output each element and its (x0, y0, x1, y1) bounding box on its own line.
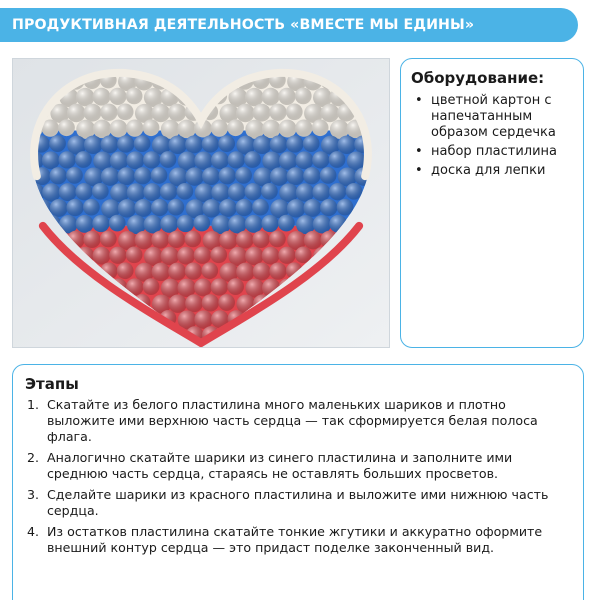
equipment-item-text: набор пластилина (431, 144, 557, 159)
plasticine-ball-shade (261, 215, 278, 232)
plasticine-ball-shade (126, 119, 143, 136)
plasticine-ball-shade (93, 88, 111, 106)
list-item (411, 163, 573, 179)
plasticine-ball-shade (160, 183, 177, 200)
plasticine-ball-shade (168, 104, 186, 122)
plasticine-ball-shade (161, 247, 180, 265)
plasticine-ball-shade (262, 88, 280, 106)
step-number: 3. (27, 487, 40, 502)
plasticine-ball-shade (312, 183, 330, 201)
page-title: ПРОДУКТИВНАЯ ДЕЯТЕЛЬНОСТЬ «ВМЕСТЕ МЫ ЕДИНЫ» (12, 17, 475, 33)
list-item (411, 144, 573, 160)
plasticine-ball-shade (49, 135, 66, 152)
equipment-title: Оборудование: (411, 69, 545, 87)
plasticine-ball-shade (143, 151, 160, 168)
plasticine-ball-shade (193, 215, 210, 232)
plasticine-ball-shade (227, 119, 244, 136)
plasticine-ball-shade (236, 263, 255, 281)
bullet: • (415, 93, 423, 108)
list-item (25, 487, 571, 519)
plasticine-ball-shade (252, 199, 269, 216)
plasticine-ball-shade (313, 215, 332, 233)
plasticine-ball-shade (211, 119, 228, 136)
list-item (411, 93, 573, 141)
plasticine-ball-shade (100, 104, 117, 121)
plasticine-ball-shade (262, 247, 280, 265)
equipment-panel (400, 58, 584, 348)
plasticine-ball-shade (184, 231, 201, 248)
plasticine-ball-shade (83, 231, 100, 248)
plasticine-ball-shade (278, 215, 295, 232)
step-text: Сделайте шарики из красного пластилина и выложите ими нижнюю часть сердца. (47, 487, 549, 518)
plasticine-ball-shade (235, 167, 252, 184)
plasticine-ball-shade (202, 199, 221, 217)
plasticine-ball-shade (84, 104, 102, 122)
step-number: 2. (27, 450, 40, 465)
plasticine-ball-shade (278, 247, 295, 264)
plasticine-ball-shade (262, 120, 281, 138)
plasticine-ball-shade (338, 136, 357, 154)
plasticine-ball-shade (253, 263, 271, 281)
plasticine-ball-shade (202, 294, 219, 311)
plasticine-ball-shade (50, 167, 67, 184)
step-text: Скатайте из белого пластилина много маленьких шариков и плотно выложите ими верхнюю часть сердца — так сформируется белая полоса флага. (47, 397, 538, 444)
plasticine-ball-shade (126, 246, 143, 263)
plasticine-ball-shade (185, 135, 203, 153)
plasticine-ball-shade (312, 151, 329, 168)
plasticine-ball-shade (295, 151, 313, 169)
plasticine-ball-shade (151, 167, 168, 184)
plasticine-ball-shade (75, 151, 92, 168)
plasticine-ball-shade (211, 278, 228, 295)
plasticine-ball-shade (109, 215, 126, 232)
plasticine-ball-shade (295, 119, 312, 136)
plasticine-ball-shade (236, 231, 254, 249)
plasticine-ball-shade (177, 120, 196, 138)
plasticine-ball-shade (194, 247, 211, 264)
plasticine-ball-shade (287, 199, 306, 217)
plasticine-ball-shade (228, 151, 245, 168)
plasticine-ball-shade (109, 247, 126, 264)
craft-photo (12, 58, 390, 348)
plasticine-ball-shade (279, 151, 298, 169)
plasticine-ball-shade (279, 120, 297, 138)
plasticine-ball-shade (286, 103, 303, 120)
plasticine-ball-shade (295, 88, 312, 105)
plasticine-ball-shade (244, 151, 261, 168)
plasticine-ball-shade (296, 183, 315, 201)
plasticine-ball-shade (227, 278, 244, 295)
plasticine-ball-shade (76, 88, 95, 106)
plasticine-ball-shade (101, 167, 120, 185)
plasticine-ball-shade (66, 167, 83, 184)
plasticine-ball-shade (211, 183, 230, 201)
plasticine-ball-shade (228, 215, 247, 233)
plasticine-ball-shade (185, 294, 203, 312)
plasticine-ball-shade (144, 215, 163, 233)
plasticine-ball-shade (127, 183, 146, 201)
plasticine-ball-shade (177, 183, 194, 200)
plasticine-ball-shade (76, 215, 94, 233)
plasticine-ball-shade (270, 135, 288, 153)
plasticine-ball-shade (278, 88, 295, 105)
plasticine-ball-shade (245, 215, 263, 233)
plasticine-ball-shade (253, 104, 271, 122)
list-item (25, 397, 571, 445)
plasticine-ball-shade (269, 104, 286, 121)
plasticine-ball-shade (92, 183, 109, 200)
plasticine-ball-shade (185, 167, 204, 185)
plasticine-ball-shade (143, 183, 161, 201)
header-bar (0, 8, 578, 42)
plasticine-ball-shade (236, 199, 253, 216)
plasticine-ball-shade (219, 199, 237, 217)
plasticine-ball-shade (168, 231, 185, 248)
steps-panel (12, 364, 584, 600)
plasticine-ball-shade (253, 136, 272, 154)
plasticine-ball-shade (117, 262, 134, 279)
plasticine-ball-shade (320, 167, 337, 184)
plasticine-ball-shade (177, 279, 196, 297)
plasticine-ball-shade (75, 183, 92, 200)
bullet: • (415, 144, 423, 159)
plasticine-ball-shade (117, 103, 134, 120)
plasticine-ball-shade (286, 135, 303, 152)
plasticine-ball-shade (83, 199, 100, 216)
plasticine-ball-shade (117, 135, 134, 152)
plasticine-ball-shade (168, 199, 185, 216)
plasticine-ball-shade (134, 199, 152, 217)
plasticine-ball-shade (58, 151, 75, 168)
plasticine-ball-shade (329, 151, 346, 168)
plasticine-ball-shade (177, 247, 195, 265)
plasticine-ball-shade (194, 278, 212, 296)
plasticine-ball-shade (66, 199, 83, 216)
plasticine-ball-shade (109, 88, 126, 105)
plasticine-ball-shade (109, 120, 127, 138)
plasticine-ball-shade (321, 104, 340, 122)
plasticine-ball-shade (202, 167, 220, 185)
plasticine-ball-shade (100, 231, 117, 248)
plasticine-ball-shade (135, 231, 154, 249)
plasticine-ball-shade (152, 104, 171, 122)
plasticine-ball-shade (228, 183, 246, 201)
plasticine-heart-image (13, 59, 389, 347)
plasticine-ball-shade (117, 167, 135, 185)
plasticine-ball-shade (270, 167, 289, 185)
list-item (25, 524, 571, 556)
plasticine-ball-shade (152, 263, 171, 281)
plasticine-ball-shade (101, 135, 119, 153)
plasticine-ball-shade (177, 215, 194, 232)
plasticine-ball-shade (58, 119, 75, 136)
plasticine-ball-shade (211, 151, 229, 169)
plasticine-ball-shade (218, 294, 235, 311)
plasticine-ball-shade (118, 199, 137, 217)
plasticine-ball-shade (219, 167, 236, 184)
plasticine-ball-shade (245, 88, 264, 106)
plasticine-ball-shade (59, 183, 77, 201)
plasticine-ball-shade (210, 246, 227, 263)
step-text: Аналогично скатайте шарики из синего пластилина и заполните ими среднюю часть сердца, стараясь не оставлять больших просветов. (47, 450, 513, 481)
steps-list (25, 397, 571, 556)
plasticine-ball-shade (143, 119, 160, 136)
plasticine-ball-shade (143, 278, 160, 295)
plasticine-ball-shade (287, 167, 305, 185)
plasticine-ball-shade (245, 247, 264, 265)
equipment-item-text: цветной картон с напечатанным образом сердечка (431, 93, 556, 140)
plasticine-ball-shade (185, 262, 202, 279)
plasticine-ball-shade (194, 310, 213, 328)
plasticine-ball-shade (151, 199, 168, 216)
plasticine-ball-shade (168, 263, 186, 281)
plasticine-ball-shade (67, 104, 86, 122)
steps-title: Этапы (25, 375, 79, 393)
plasticine-ball-shade (134, 167, 151, 184)
plasticine-ball-shade (134, 135, 151, 152)
plasticine-ball-shade (92, 215, 109, 232)
plasticine-ball-shade (93, 120, 112, 138)
plasticine-ball-shade (303, 199, 321, 217)
step-text: Из остатков пластилина скатайте тонкие жгутики и аккуратно оформите внешний контур сердца — это придаст поделке законченный вид. (47, 524, 543, 555)
plasticine-ball-shade (312, 119, 329, 136)
plasticine-ball-shade (160, 151, 177, 168)
plasticine-ball-shade (236, 104, 255, 122)
step-number: 1. (27, 397, 40, 412)
plasticine-ball-shade (329, 183, 346, 200)
plasticine-ball-shade (126, 151, 144, 169)
plasticine-ball-shade (202, 135, 219, 152)
plasticine-ball-shade (201, 262, 218, 279)
plasticine-ball-shade (252, 231, 269, 248)
plasticine-ball-shade (269, 231, 286, 248)
equipment-list (411, 93, 573, 179)
plasticine-ball-shade (126, 88, 143, 105)
plasticine-ball-shade (84, 136, 103, 154)
plasticine-ball-shade (168, 136, 187, 154)
plasticine-ball-shade (303, 135, 320, 152)
plasticine-ball-shade (194, 151, 213, 169)
plasticine-ball-shade (219, 231, 238, 249)
plasticine-ball-shade (244, 183, 261, 200)
list-item (25, 450, 571, 482)
plasticine-ball-shade (160, 215, 178, 233)
plasticine-ball-shade (261, 183, 278, 200)
step-number: 4. (27, 524, 40, 539)
plasticine-ball-shade (110, 151, 129, 169)
plasticine-ball-shade (168, 294, 187, 312)
bullet: • (415, 163, 423, 178)
plasticine-ball-shade (303, 167, 320, 184)
plasticine-ball-shade (151, 231, 169, 249)
plasticine-ball-shade (320, 199, 337, 216)
plasticine-ball-shade (218, 135, 235, 152)
plasticine-ball-shade (42, 151, 60, 169)
equipment-item-text: доска для лепки (431, 163, 546, 178)
